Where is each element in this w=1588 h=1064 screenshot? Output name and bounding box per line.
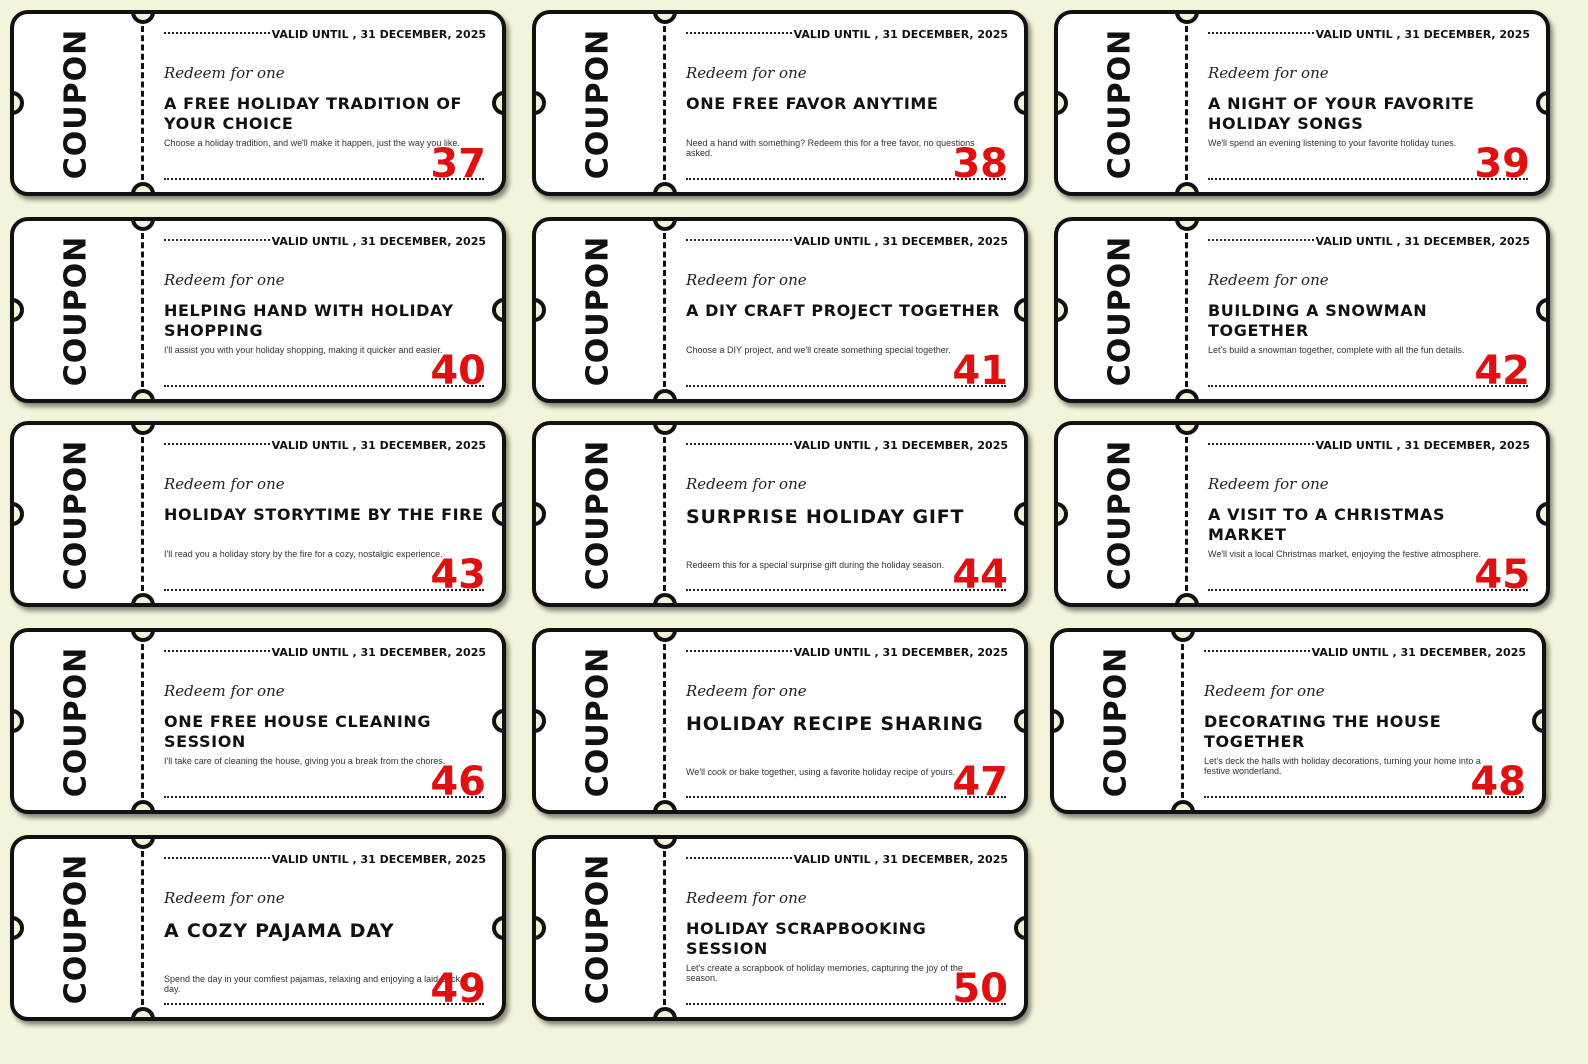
- coupon-stub-label: COUPON: [58, 853, 94, 1005]
- coupon-title: BUILDING A SNOWMAN TOGETHER: [1208, 301, 1428, 340]
- valid-until: VALID UNTIL , 31 DECEMBER, 2025: [271, 235, 486, 248]
- ticket-notch: [10, 502, 24, 526]
- ticket-notch: [653, 593, 677, 607]
- ticket-notch: [1054, 91, 1068, 115]
- ticket-notch: [492, 502, 506, 526]
- coupon-number: 47: [952, 759, 1008, 805]
- dotted-divider: [1208, 32, 1314, 34]
- coupon-stub-label: COUPON: [58, 28, 94, 180]
- dotted-divider: [686, 650, 792, 652]
- coupon-title: A DIY CRAFT PROJECT TOGETHER: [686, 301, 1000, 320]
- ticket-notch: [131, 182, 155, 196]
- perforation-line: [1185, 437, 1188, 591]
- valid-until: VALID UNTIL , 31 DECEMBER, 2025: [271, 439, 486, 452]
- coupon-stub-label: COUPON: [580, 646, 616, 798]
- dotted-divider: [164, 443, 270, 445]
- perforation-line: [1181, 644, 1184, 798]
- redeem-caption: Redeem for one: [686, 271, 807, 289]
- redeem-caption: Redeem for one: [686, 682, 807, 700]
- coupon-card: [10, 835, 506, 1021]
- ticket-notch: [131, 421, 155, 435]
- dotted-divider: [164, 650, 270, 652]
- ticket-notch: [10, 709, 24, 733]
- perforation-line: [663, 26, 666, 180]
- coupon-description: We'll spend an evening listening to your favorite holiday tunes.: [1208, 138, 1457, 148]
- coupon-title: ONE FREE HOUSE CLEANING SESSION: [164, 712, 432, 751]
- coupon-description: Let's build a snowman together, complete with all the fun details.: [1208, 345, 1465, 355]
- coupon-number: 41: [952, 348, 1008, 394]
- coupon-title: A FREE HOLIDAY TRADITION OF YOUR CHOICE: [164, 94, 463, 133]
- valid-until: VALID UNTIL , 31 DECEMBER, 2025: [1315, 439, 1530, 452]
- valid-until: VALID UNTIL , 31 DECEMBER, 2025: [793, 853, 1008, 866]
- ticket-notch: [131, 217, 155, 231]
- ticket-notch: [492, 709, 506, 733]
- ticket-notch: [1014, 916, 1028, 940]
- ticket-notch: [1532, 709, 1546, 733]
- perforation-line: [141, 851, 144, 1005]
- ticket-notch: [653, 389, 677, 403]
- valid-until: VALID UNTIL , 31 DECEMBER, 2025: [793, 439, 1008, 452]
- coupon-card: [532, 835, 1028, 1021]
- perforation-line: [663, 233, 666, 387]
- coupon-card: [10, 628, 506, 814]
- dotted-divider: [1208, 239, 1314, 241]
- coupon-stub-label: COUPON: [58, 235, 94, 387]
- coupon-number: 43: [430, 552, 486, 598]
- dotted-divider: [164, 239, 270, 241]
- perforation-line: [663, 437, 666, 591]
- coupon-title: HOLIDAY RECIPE SHARING: [686, 713, 984, 735]
- coupon-number: 37: [430, 141, 486, 187]
- perforation-line: [141, 644, 144, 798]
- redeem-caption: Redeem for one: [1208, 475, 1329, 493]
- coupon-title: HOLIDAY SCRAPBOOKING SESSION: [686, 919, 927, 958]
- coupon-card: [10, 421, 506, 607]
- valid-until: VALID UNTIL , 31 DECEMBER, 2025: [1315, 235, 1530, 248]
- coupon-card: [532, 10, 1028, 196]
- redeem-caption: Redeem for one: [1208, 64, 1329, 82]
- ticket-notch: [492, 298, 506, 322]
- dotted-divider: [686, 239, 792, 241]
- ticket-notch: [1175, 389, 1199, 403]
- coupon-card: [1054, 217, 1550, 403]
- coupon-stub-label: COUPON: [580, 235, 616, 387]
- coupon-number: 48: [1470, 759, 1526, 805]
- ticket-notch: [653, 1007, 677, 1021]
- perforation-line: [141, 437, 144, 591]
- coupon-stub-label: COUPON: [58, 646, 94, 798]
- coupon-stub-label: COUPON: [1102, 28, 1138, 180]
- ticket-notch: [653, 800, 677, 814]
- coupon-stub-label: COUPON: [58, 439, 94, 591]
- ticket-notch: [653, 182, 677, 196]
- coupon-number: 45: [1474, 552, 1530, 598]
- ticket-notch: [532, 709, 546, 733]
- ticket-notch: [131, 1007, 155, 1021]
- ticket-notch: [653, 10, 677, 24]
- ticket-notch: [532, 298, 546, 322]
- coupon-description: Choose a holiday tradition, and we'll make it happen, just the way you like.: [164, 138, 460, 148]
- ticket-notch: [1050, 709, 1064, 733]
- coupon-card: [532, 217, 1028, 403]
- perforation-line: [1185, 26, 1188, 180]
- redeem-caption: Redeem for one: [686, 475, 807, 493]
- redeem-caption: Redeem for one: [164, 889, 285, 907]
- dotted-divider: [1204, 650, 1310, 652]
- coupon-number: 50: [952, 966, 1008, 1012]
- dotted-divider: [164, 857, 270, 859]
- coupon-card: [10, 217, 506, 403]
- ticket-notch: [1536, 502, 1550, 526]
- ticket-notch: [10, 916, 24, 940]
- coupon-number: 42: [1474, 348, 1530, 394]
- ticket-notch: [1014, 91, 1028, 115]
- coupon-card: [10, 10, 506, 196]
- valid-until: VALID UNTIL , 31 DECEMBER, 2025: [1311, 646, 1526, 659]
- ticket-notch: [532, 916, 546, 940]
- ticket-notch: [1175, 593, 1199, 607]
- coupon-title: ONE FREE FAVOR ANYTIME: [686, 94, 939, 113]
- coupon-description: We'll cook or bake together, using a favorite holiday recipe of yours.: [686, 767, 956, 777]
- redeem-caption: Redeem for one: [164, 475, 285, 493]
- valid-until: VALID UNTIL , 31 DECEMBER, 2025: [1315, 28, 1530, 41]
- coupon-card: [1050, 628, 1546, 814]
- ticket-notch: [1054, 502, 1068, 526]
- coupon-title: DECORATING THE HOUSE TOGETHER: [1204, 712, 1442, 751]
- ticket-notch: [131, 389, 155, 403]
- coupon-description: Choose a DIY project, and we'll create something special together.: [686, 345, 951, 355]
- ticket-notch: [1175, 217, 1199, 231]
- coupon-stub-label: COUPON: [580, 439, 616, 591]
- ticket-notch: [1536, 91, 1550, 115]
- valid-until: VALID UNTIL , 31 DECEMBER, 2025: [271, 853, 486, 866]
- coupon-title: A VISIT TO A CHRISTMAS MARKET: [1208, 505, 1446, 544]
- coupon-title: HELPING HAND WITH HOLIDAY SHOPPING: [164, 301, 454, 340]
- coupon-description: We'll visit a local Christmas market, enjoying the festive atmosphere.: [1208, 549, 1482, 559]
- valid-until: VALID UNTIL , 31 DECEMBER, 2025: [271, 28, 486, 41]
- coupon-stub-label: COUPON: [1102, 439, 1138, 591]
- coupon-title: A COZY PAJAMA DAY: [164, 920, 395, 942]
- coupon-title: SURPRISE HOLIDAY GIFT: [686, 506, 965, 528]
- redeem-caption: Redeem for one: [1204, 682, 1325, 700]
- ticket-notch: [532, 91, 546, 115]
- coupon-number: 40: [430, 348, 486, 394]
- ticket-notch: [653, 835, 677, 849]
- dotted-divider: [1208, 443, 1314, 445]
- ticket-notch: [1171, 800, 1195, 814]
- perforation-line: [141, 233, 144, 387]
- ticket-notch: [1175, 421, 1199, 435]
- coupon-description: I'll read you a holiday story by the fire for a cozy, nostalgic experience.: [164, 549, 443, 559]
- ticket-notch: [1175, 10, 1199, 24]
- ticket-notch: [653, 217, 677, 231]
- ticket-notch: [10, 91, 24, 115]
- ticket-notch: [1536, 298, 1550, 322]
- ticket-notch: [131, 628, 155, 642]
- coupon-description: Let's deck the halls with holiday decorations, turning your home into a festive wonderland.: [1204, 756, 1481, 776]
- ticket-notch: [532, 502, 546, 526]
- valid-until: VALID UNTIL , 31 DECEMBER, 2025: [271, 646, 486, 659]
- redeem-caption: Redeem for one: [686, 64, 807, 82]
- ticket-notch: [1175, 182, 1199, 196]
- coupon-stub-label: COUPON: [1098, 646, 1134, 798]
- ticket-notch: [492, 91, 506, 115]
- perforation-line: [141, 26, 144, 180]
- coupon-description: Need a hand with something? Redeem this for a free favor, no questions asked.: [686, 138, 975, 158]
- ticket-notch: [1014, 298, 1028, 322]
- ticket-notch: [131, 10, 155, 24]
- ticket-notch: [1054, 298, 1068, 322]
- redeem-caption: Redeem for one: [164, 64, 285, 82]
- ticket-notch: [653, 628, 677, 642]
- dotted-divider: [686, 32, 792, 34]
- ticket-notch: [10, 298, 24, 322]
- coupon-number: 46: [430, 759, 486, 805]
- redeem-caption: Redeem for one: [164, 271, 285, 289]
- coupon-card: [532, 628, 1028, 814]
- perforation-line: [663, 851, 666, 1005]
- coupon-title: HOLIDAY STORYTIME BY THE FIRE: [164, 505, 484, 524]
- coupon-description: Let's create a scrapbook of holiday memories, capturing the joy of the season.: [686, 963, 963, 983]
- dotted-divider: [686, 443, 792, 445]
- coupon-description: I'll assist you with your holiday shopping, making it quicker and easier.: [164, 345, 443, 355]
- coupon-description: Redeem this for a special surprise gift during the holiday season.: [686, 560, 945, 570]
- coupon-stub-label: COUPON: [580, 28, 616, 180]
- coupon-stub-label: COUPON: [580, 853, 616, 1005]
- coupon-number: 39: [1474, 141, 1530, 187]
- redeem-caption: Redeem for one: [686, 889, 807, 907]
- ticket-notch: [653, 421, 677, 435]
- redeem-caption: Redeem for one: [1208, 271, 1329, 289]
- dotted-divider: [686, 857, 792, 859]
- coupon-description: Spend the day in your comfiest pajamas, relaxing and enjoying a laid-back day.: [164, 974, 461, 994]
- valid-until: VALID UNTIL , 31 DECEMBER, 2025: [793, 646, 1008, 659]
- coupon-title: A NIGHT OF YOUR FAVORITE HOLIDAY SONGS: [1208, 94, 1475, 133]
- ticket-notch: [131, 835, 155, 849]
- coupon-number: 49: [430, 966, 486, 1012]
- perforation-line: [663, 644, 666, 798]
- coupon-description: I'll take care of cleaning the house, giving you a break from the chores.: [164, 756, 446, 766]
- ticket-notch: [131, 800, 155, 814]
- ticket-notch: [131, 593, 155, 607]
- valid-until: VALID UNTIL , 31 DECEMBER, 2025: [793, 28, 1008, 41]
- coupon-stub-label: COUPON: [1102, 235, 1138, 387]
- coupon-card: [1054, 10, 1550, 196]
- coupon-card: [532, 421, 1028, 607]
- coupon-card: [1054, 421, 1550, 607]
- coupon-number: 44: [952, 552, 1008, 598]
- valid-until: VALID UNTIL , 31 DECEMBER, 2025: [793, 235, 1008, 248]
- coupon-number: 38: [952, 141, 1008, 187]
- redeem-caption: Redeem for one: [164, 682, 285, 700]
- dotted-divider: [164, 32, 270, 34]
- perforation-line: [1185, 233, 1188, 387]
- ticket-notch: [1171, 628, 1195, 642]
